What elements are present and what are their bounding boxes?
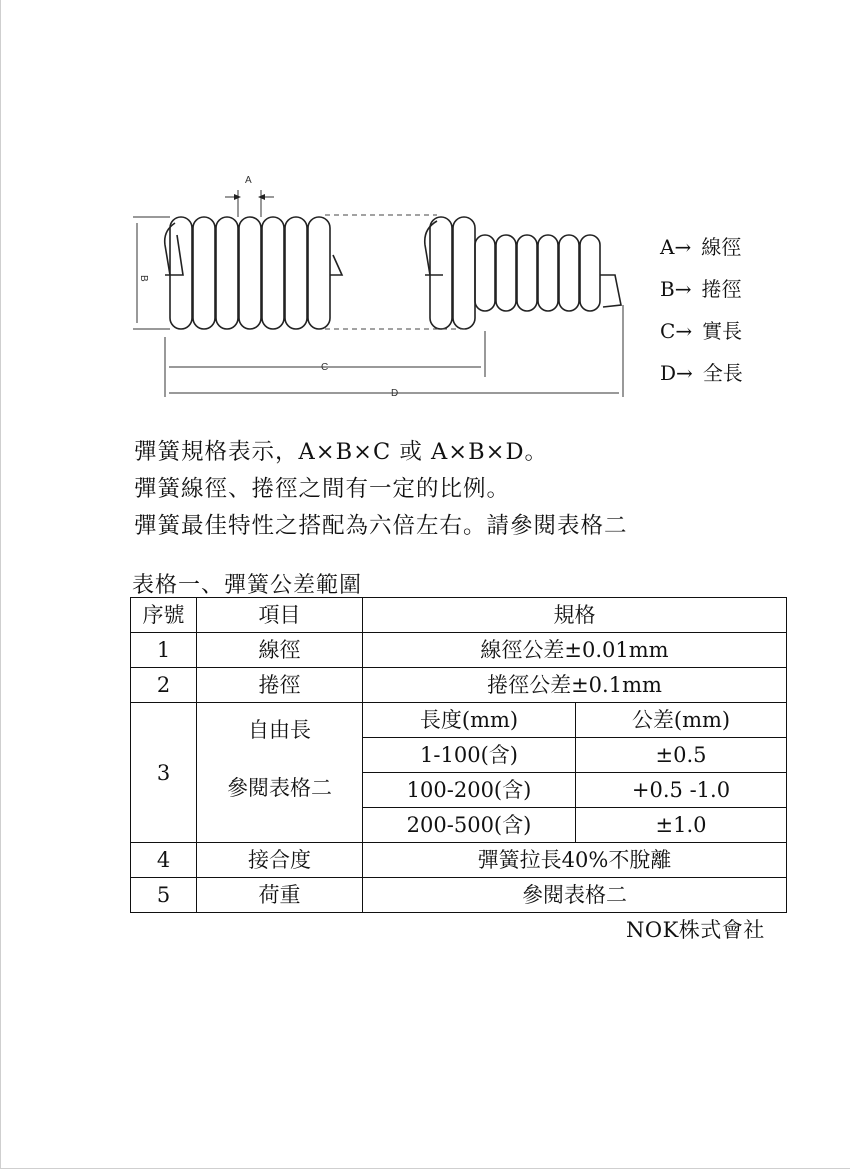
- dim-label-b: B: [138, 275, 149, 282]
- table-row: [131, 843, 787, 878]
- coil-loop: [170, 217, 192, 329]
- legend-value: 實長: [702, 319, 743, 343]
- row-spec: 捲徑公差±0.1mm: [363, 668, 787, 703]
- row-no: 1: [131, 633, 197, 668]
- tolerance-table: [130, 597, 787, 913]
- row-no: 3: [131, 703, 197, 843]
- legend-item-c: [660, 317, 780, 359]
- row-item: 荷重: [197, 878, 363, 913]
- coil-end-hook-mid: [425, 221, 443, 275]
- legend-key: D: [660, 361, 677, 385]
- legend-item-b: [660, 275, 780, 317]
- dim-label-d: D: [391, 388, 399, 399]
- arrow-icon: →: [674, 277, 692, 301]
- sub-length: 100-200(含): [363, 773, 576, 808]
- coil-loop: [216, 217, 238, 329]
- legend-item-a: [660, 233, 780, 275]
- coil-end-right-a: [330, 255, 342, 275]
- sub-header-tolerance: 公差(mm): [576, 703, 787, 738]
- coil-loop: [430, 217, 452, 329]
- coil-loop: [475, 235, 495, 311]
- row-item: 捲徑: [197, 668, 363, 703]
- row-no: 5: [131, 878, 197, 913]
- coil-end-hook-right: [600, 275, 621, 307]
- coil-loop: [262, 217, 284, 329]
- row-item: 線徑: [197, 633, 363, 668]
- coil-loop: [538, 235, 558, 311]
- coil-loop: [580, 235, 600, 311]
- sub-header-length: 長度(mm): [363, 703, 576, 738]
- coil-loop: [453, 217, 475, 329]
- header-item: 項目: [197, 598, 363, 633]
- legend-value: 全長: [702, 361, 743, 385]
- arrow-icon: →: [674, 235, 692, 259]
- table-header-row: [131, 598, 787, 633]
- coil-loop: [496, 235, 516, 311]
- arrow-icon: →: [676, 361, 693, 385]
- company-name: NOK株式會社: [626, 918, 765, 942]
- row-item: 自由長: [248, 718, 311, 742]
- coil-loop: [239, 217, 261, 329]
- note-line: 彈簧最佳特性之搭配為六倍左右。請參閱表格二: [134, 513, 628, 539]
- legend-key: A: [660, 235, 675, 259]
- sub-length: 1-100(含): [363, 738, 576, 773]
- coil-loop: [517, 235, 537, 311]
- row-item-note: 參閱表格二: [227, 776, 332, 800]
- table-row: [131, 633, 787, 668]
- dimension-legend: [660, 233, 780, 401]
- coil-loop: [193, 217, 215, 329]
- sub-length: 200-500(含): [363, 808, 576, 843]
- sub-tolerance: +0.5 -1.0: [576, 773, 787, 808]
- table-row: [131, 703, 787, 738]
- legend-key: C: [660, 319, 676, 343]
- note-line: 彈簧規格表示，A×B×C 或 A×B×D。: [134, 439, 549, 465]
- coil-loop: [559, 235, 579, 311]
- legend-key: B: [660, 277, 675, 301]
- note-line: 彈簧線徑、捲徑之間有一定的比例。: [134, 476, 511, 502]
- table-row: [131, 878, 787, 913]
- legend-value: 捲徑: [701, 277, 742, 301]
- row-no: 4: [131, 843, 197, 878]
- row-no: 2: [131, 668, 197, 703]
- table-row: [131, 668, 787, 703]
- row-spec: 參閱表格二: [363, 878, 787, 913]
- coil-loop: [285, 217, 307, 329]
- legend-item-d: [660, 359, 780, 401]
- coil-end-hook-left: [165, 223, 183, 275]
- header-spec: 規格: [363, 598, 787, 633]
- sub-tolerance: ±0.5: [576, 738, 787, 773]
- dim-label-c: C: [321, 362, 329, 373]
- row-item: 接合度: [197, 843, 363, 878]
- spec-notes: [134, 434, 814, 545]
- header-no: 序號: [131, 598, 197, 633]
- sub-tolerance: ±1.0: [576, 808, 787, 843]
- row-item-free-length: [197, 703, 363, 843]
- legend-value: 線徑: [701, 235, 742, 259]
- dim-label-a: A: [245, 175, 252, 186]
- row-spec: 彈簧拉長40%不脫離: [363, 843, 787, 878]
- table-caption: 表格一、彈簧公差範圍: [132, 573, 363, 598]
- spring-diagram: [125, 165, 645, 405]
- coil-loop: [308, 217, 330, 329]
- arrow-icon: →: [675, 319, 693, 343]
- row-spec: 線徑公差±0.01mm: [363, 633, 787, 668]
